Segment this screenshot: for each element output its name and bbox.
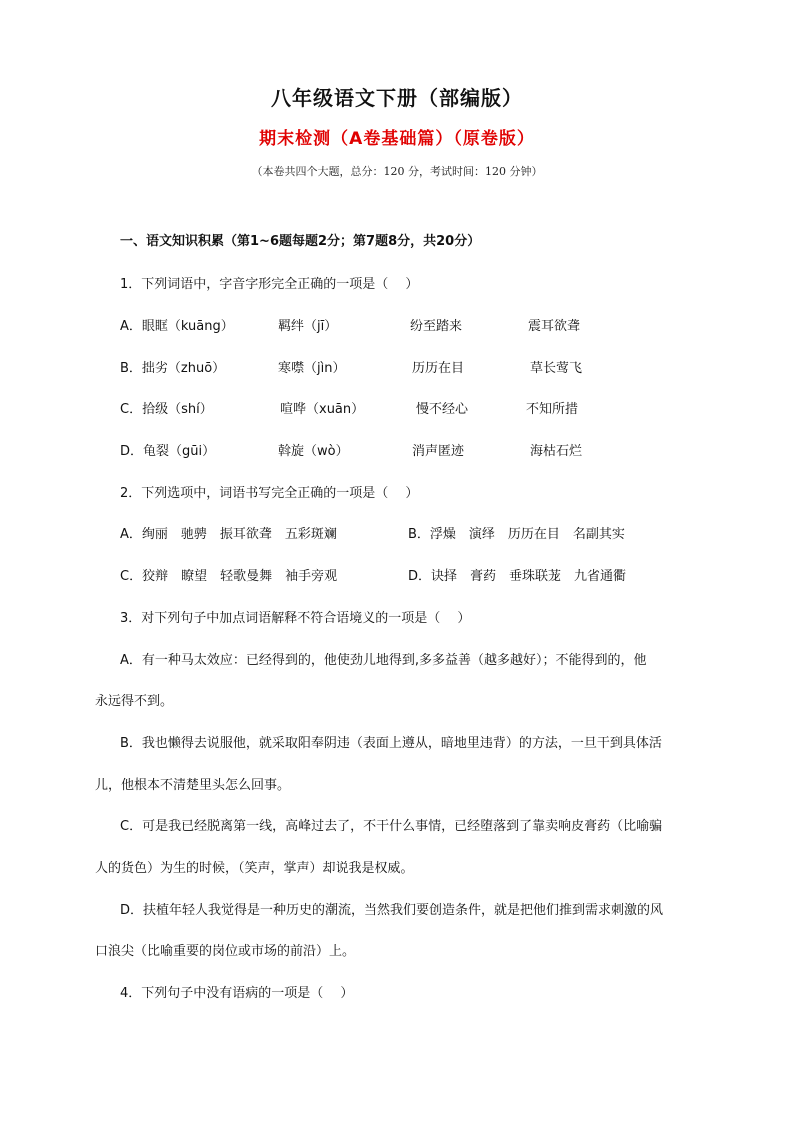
q1-b-word1: B．拙劣（zhuō） <box>120 361 226 376</box>
q3-option-b-line2: 儿，他根本不清楚里头怎么回事。 <box>95 778 291 793</box>
q1-c-word2: 喧哗（xuān） <box>280 402 365 417</box>
q1-c-word1: C．拾级（shí） <box>120 402 213 417</box>
q3-option-d-line1: D．扶植年轻人我觉得是一种历史的潮流，当然我们要创造条件，就是把他们推到需求刺激的风 <box>120 903 664 918</box>
q1-a-word2: 羁绊（jī） <box>278 319 338 334</box>
question-2-stem: 2．下列选项中，词语书写完全正确的一项是（ ） <box>120 486 419 501</box>
q1-b-word4: 草长莺飞 <box>530 361 583 376</box>
document-title: 八年级语文下册（部编版） <box>271 86 523 110</box>
q1-d-word2: 斡旋（wò） <box>278 444 349 459</box>
q3-option-c-line2: 人的货色）为生的时候，（笑声，掌声）却说我是权威。 <box>95 861 414 876</box>
question-4-stem: 4．下列句子中没有语病的一项是（ ） <box>120 986 354 1001</box>
q1-d-word3: 消声匿迹 <box>412 444 465 459</box>
q2-option-c: C．狡辩 瞭望 轻歌曼舞 袖手旁观 <box>120 569 338 584</box>
q2-option-d: D．诀择 膏药 垂珠联茏 九省通衢 <box>408 569 627 584</box>
q3-option-c-line1: C．可是我已经脱离第一线，高峰过去了，不干什么事情，已经堕落到了靠卖响皮膏药（比喻骗 <box>120 819 663 834</box>
q1-a-word1: A．眼眶（kuāng） <box>120 319 234 334</box>
q1-d-word4: 海枯石烂 <box>530 444 583 459</box>
q3-option-a-line1: A．有一种马太效应：已经得到的，他使劲儿地得到,多多益善（越多越好）；不能得到的，他 <box>120 653 647 668</box>
q3-option-a-line2: 永远得不到。 <box>95 694 174 709</box>
exam-note: （本卷共四个大题，总分：120 分，考试时间：120 分钟） <box>251 165 543 178</box>
question-3-stem: 3．对下列句子中加点词语解释不符合语境义的一项是（ ） <box>120 611 471 626</box>
q2-option-a: A．绚丽 驰骋 振耳欲聋 五彩斑斓 <box>120 527 337 542</box>
q2-option-b: B．浮燥 演绎 历历在目 名副其实 <box>408 527 625 542</box>
q1-c-word3: 慢不经心 <box>416 402 469 417</box>
question-1-stem: 1．下列词语中，字音字形完全正确的一项是（ ） <box>120 277 419 292</box>
q1-b-word2: 寒噤（jìn） <box>278 361 346 376</box>
q1-a-word4: 震耳欲聋 <box>528 319 581 334</box>
q1-b-word3: 历历在目 <box>412 361 465 376</box>
q3-option-b-line1: B．我也懒得去说服他，就采取阳奉阴违（表面上遵从，暗地里违背）的方法，一旦干到具体活 <box>120 736 662 751</box>
section-heading: 一、语文知识积累（第1~6题每题2分；第7题8分，共20分） <box>120 234 481 249</box>
q1-a-word3: 纷至踏来 <box>410 319 463 334</box>
q3-option-d-line2: 口浪尖（比喻重要的岗位或市场的前沿）上。 <box>95 944 356 959</box>
document-subtitle: 期末检测（A卷基础篇）（原卷版） <box>259 129 535 149</box>
q1-d-word1: D．龟裂（gūi） <box>120 444 216 459</box>
q1-c-word4: 不知所措 <box>526 402 579 417</box>
